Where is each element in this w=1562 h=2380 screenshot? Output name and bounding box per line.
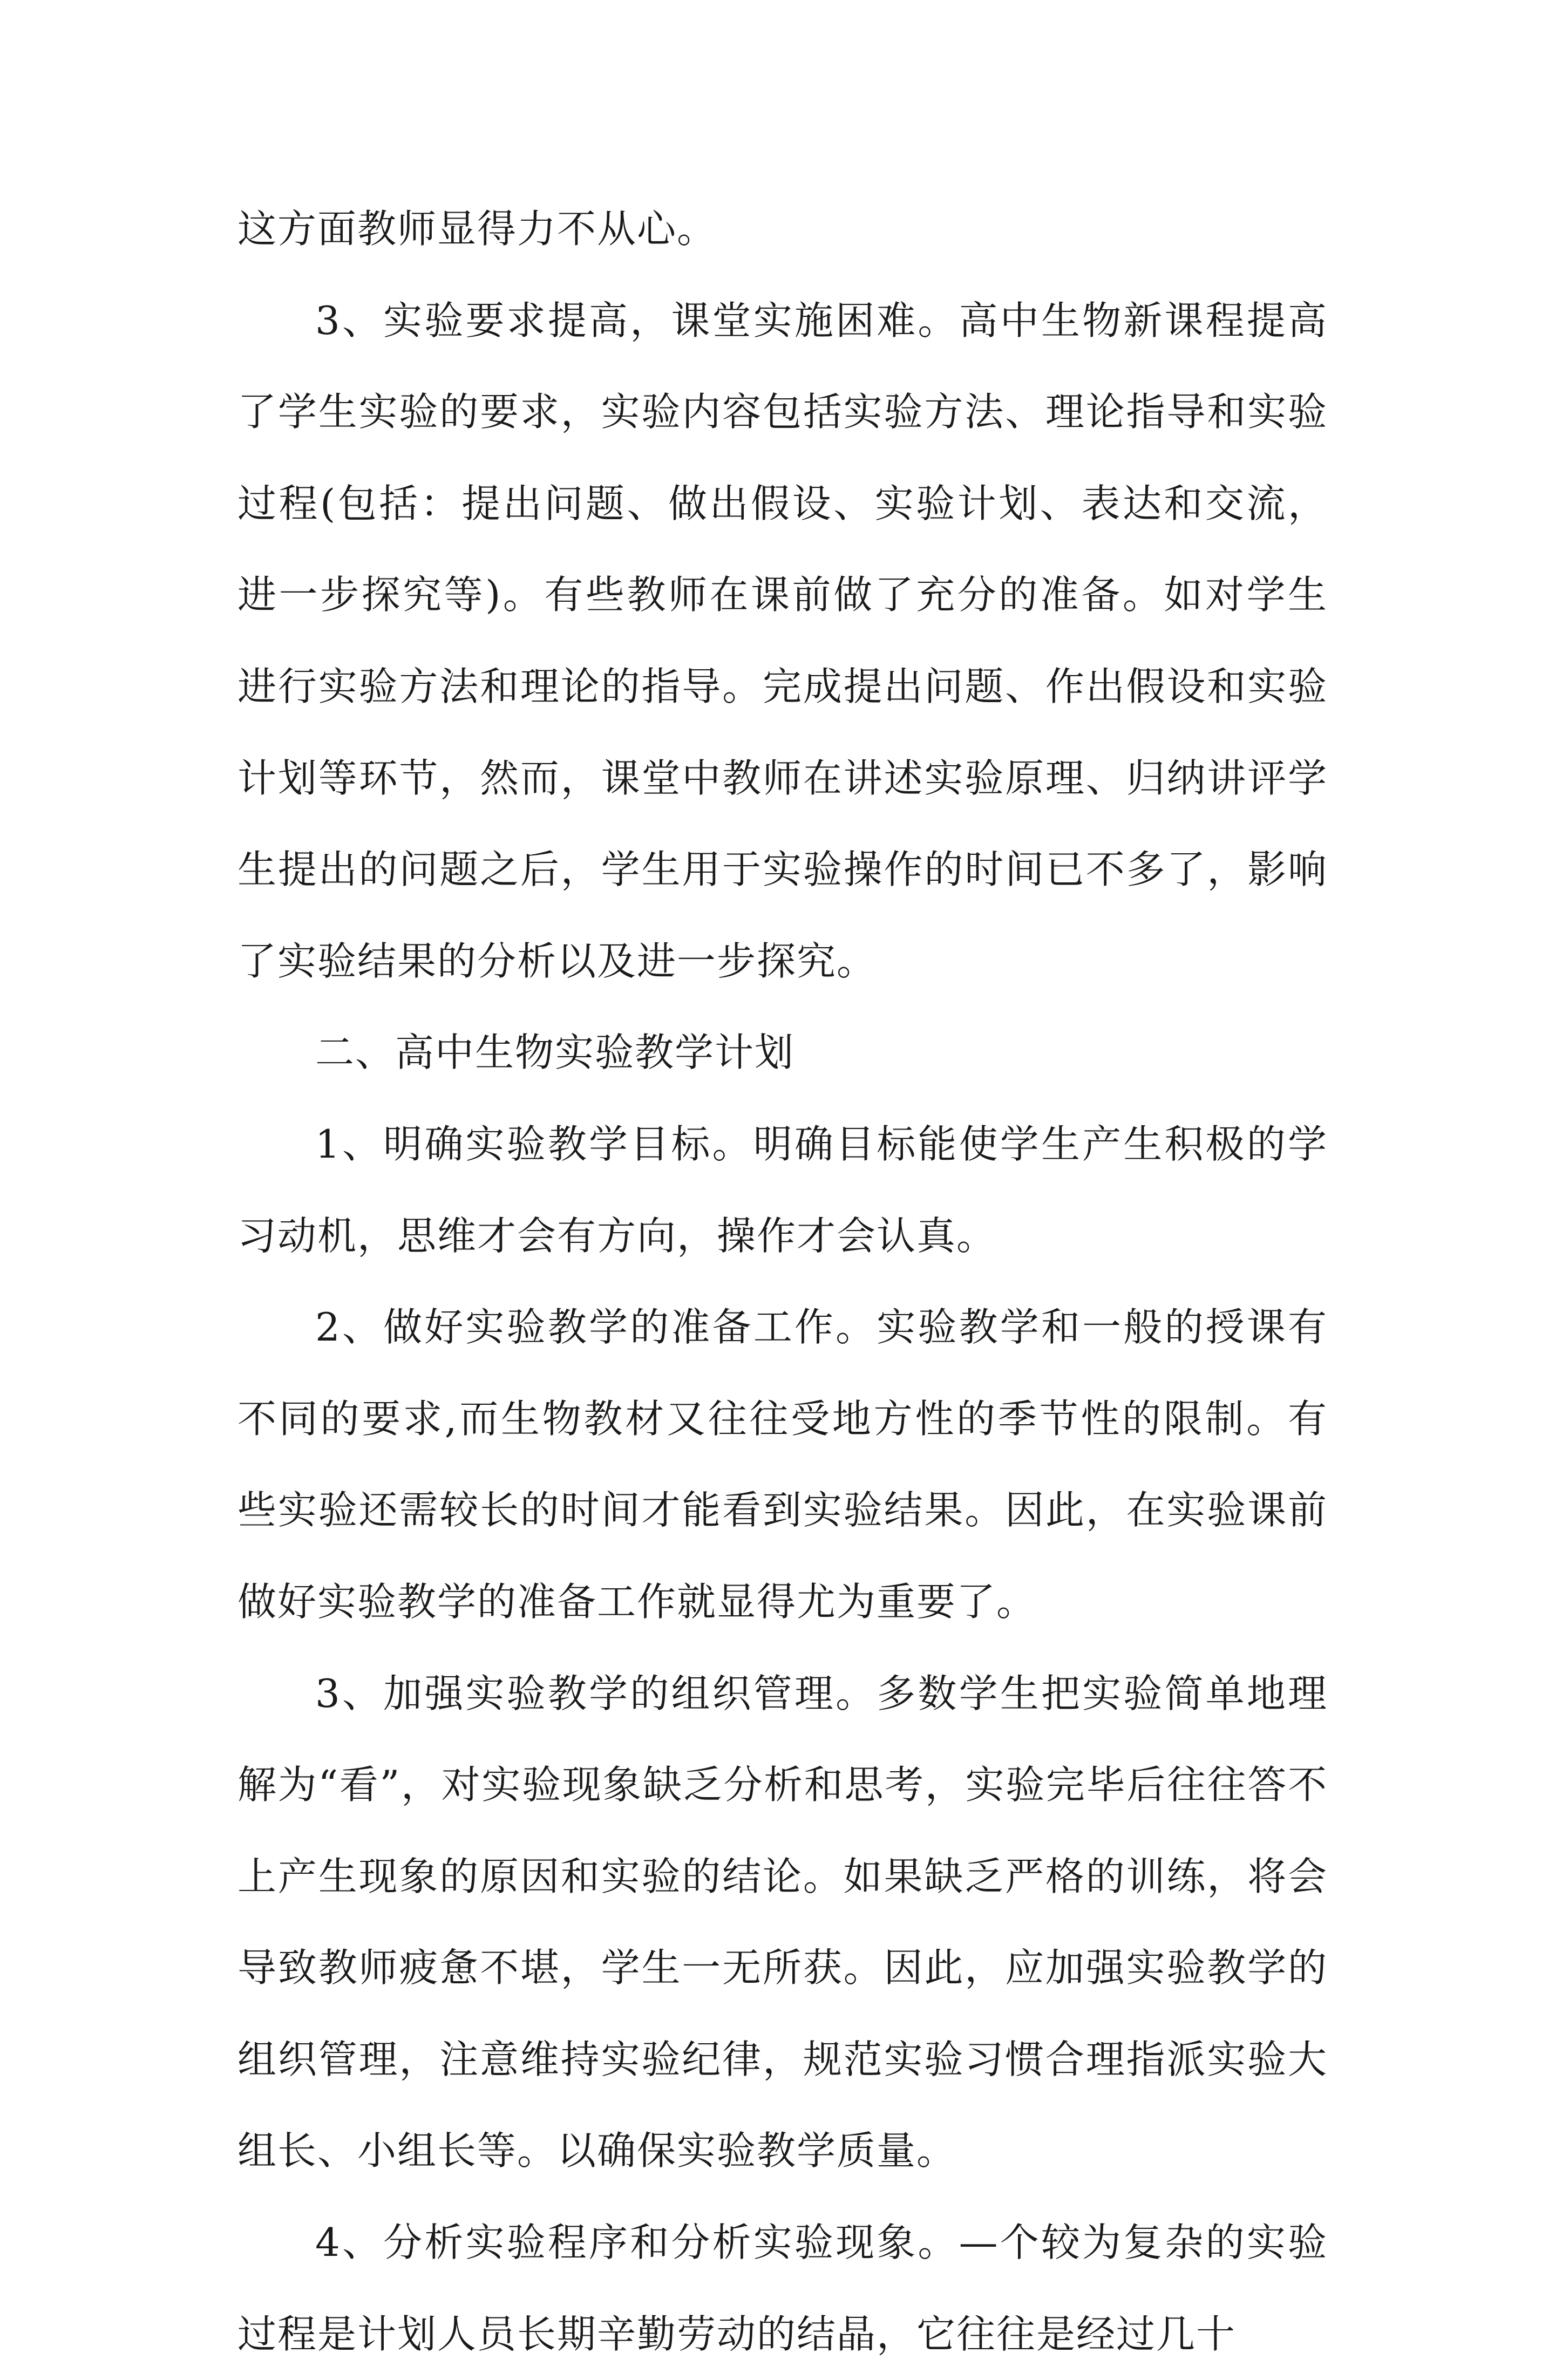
- paragraph-continuation: 这方面教师显得力不从心。: [237, 206, 717, 251]
- paragraph-plan-4: 4、分析实验程序和分析实验现象。—个较为复杂的实验过程是计划人员长期辛勤劳动的结晶，它往往是经过几十: [237, 2220, 1328, 2357]
- section-heading-teaching-plan: 二、高中生物实验教学计划: [315, 1030, 795, 1076]
- paragraph-plan-2: 2、做好实验教学的准备工作。实验教学和一般的授课有不同的要求,而生物教材又往往受地方性的季节性的限制。有些实验还需较长的时间才能看到实验结果。因此，在实验课前做好实验教学的准备工作就显得尤为重要了。: [237, 1304, 1328, 1624]
- paragraph-plan-3: 3、加强实验教学的组织管理。多数学生把实验简单地理解为“看”，对实验现象缺乏分析和思考，实验完毕后往往答不上产生现象的原因和实验的结论。如果缺乏严格的训练，将会导致教师疲惫不堪，学生一无所获。因此，应加强实验教学的组织管理，注意维持实验纪律，规范实验习惯合理指派实验大组长、小组长等。以确保实验教学质量。: [237, 1670, 1328, 2174]
- paragraph-plan-1: 1、明确实验教学目标。明确目标能使学生产生积极的学习动机，思维才会有方向，操作才会认真。: [237, 1121, 1328, 1259]
- document-body: [237, 183, 1328, 2380]
- paragraph-point-3: 3、实验要求提高，课堂实施困难。高中生物新课程提高了学生实验的要求，实验内容包括实验方法、理论指导和实验过程(包括：提出问题、做出假设、实验计划、表达和交流，进一步探究等)。有些教师在课前做了充分的准备。如对学生进行实验方法和理论的指导。完成提出问题、作出假设和实验计划等环节，然而，课堂中教师在讲述实验原理、归纳讲评学生提出的问题之后，学生用于实验操作的时间已不多了，影响了实验结果的分析以及进一步探究。: [237, 297, 1328, 984]
